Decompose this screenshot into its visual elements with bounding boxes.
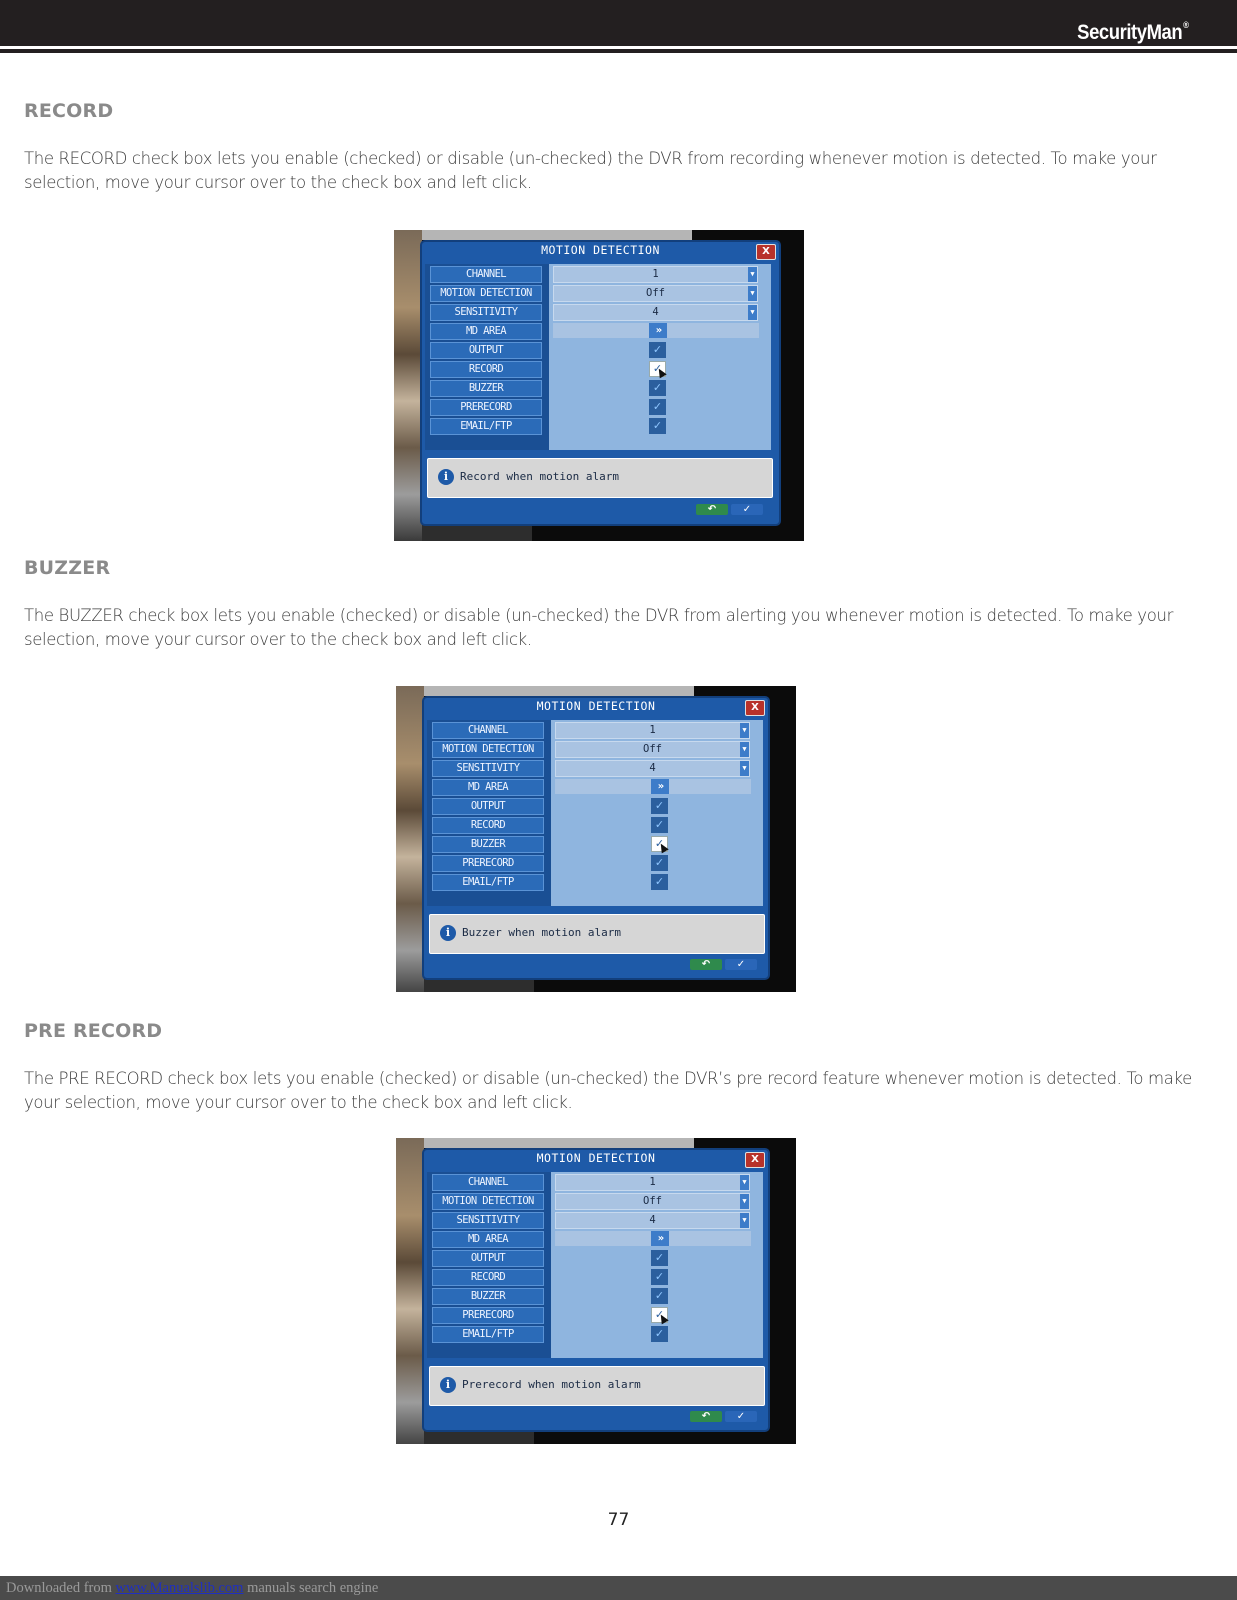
channel-select[interactable] <box>553 266 758 283</box>
prerecord-checkbox[interactable]: ✓ <box>651 1307 668 1323</box>
channel-value: 1 <box>652 268 659 280</box>
chevron-down-icon[interactable]: ▼ <box>740 1175 749 1190</box>
label-email-ftp: EMAIL/FTP <box>432 874 544 891</box>
chevron-down-icon[interactable]: ▼ <box>748 286 757 301</box>
footer-prefix: Downloaded from <box>6 1580 112 1596</box>
section-heading-buzzer: BUZZER <box>24 557 111 579</box>
motion-detection-dialog <box>420 240 781 526</box>
channel-value: 1 <box>649 1176 656 1188</box>
buzzer-checkbox[interactable]: ✓ <box>651 836 668 852</box>
md-area-row <box>553 323 759 338</box>
info-bar <box>427 458 773 498</box>
section-body-record: The RECORD check box lets you enable (checked) or disable (un-checked) the DVR from recording whenever motion is detected. To make your selection, move your cursor over to the check box and left click. <box>24 149 1157 192</box>
label-buzzer: BUZZER <box>432 836 544 853</box>
email-ftp-checkbox[interactable]: ✓ <box>651 874 668 890</box>
md-area-button[interactable]: » <box>651 779 669 794</box>
camera-feed <box>424 1138 694 1148</box>
registered-mark: ® <box>1183 20 1189 30</box>
email-ftp-checkbox[interactable]: ✓ <box>649 418 666 434</box>
output-checkbox[interactable]: ✓ <box>649 342 666 358</box>
close-icon[interactable]: X <box>756 244 776 260</box>
email-ftp-checkbox[interactable]: ✓ <box>651 1326 668 1342</box>
label-md-area: MD AREA <box>430 323 542 340</box>
chevron-down-icon[interactable]: ▼ <box>740 1194 749 1209</box>
return-icon[interactable]: ↶ <box>696 504 728 515</box>
info-bar <box>429 914 765 954</box>
label-prerecord: PRERECORD <box>432 855 544 872</box>
info-text: Record when motion alarm <box>460 470 619 483</box>
md-area-row <box>555 1231 751 1246</box>
footer-text <box>6 1580 378 1597</box>
camera-feed <box>396 1138 424 1444</box>
label-md-area: MD AREA <box>432 779 544 796</box>
header-rule <box>0 49 1237 53</box>
manualslib-link[interactable]: www.Manualslib.com <box>115 1580 244 1596</box>
checkmark-icon[interactable]: ✓ <box>725 959 757 970</box>
section-body-prerecord: The PRE RECORD check box lets you enable (checked) or disable (un-checked) the DVR’s pre record feature whenever motion is detected. To make your selection, move your cursor over to the check box and left click. <box>24 1069 1192 1112</box>
label-buzzer: BUZZER <box>432 1288 544 1305</box>
brand-logo <box>1078 20 1189 45</box>
chevron-down-icon[interactable]: ▼ <box>740 1213 749 1228</box>
record-checkbox[interactable]: ✓ <box>651 817 668 833</box>
label-channel: CHANNEL <box>432 1174 544 1191</box>
camera-feed <box>422 230 692 240</box>
section-heading-prerecord: PRE RECORD <box>24 1020 163 1042</box>
label-sensitivity: SENSITIVITY <box>432 1212 544 1229</box>
label-prerecord: PRERECORD <box>432 1307 544 1324</box>
dvr-screenshot-prerecord <box>396 1138 796 1444</box>
label-output: OUTPUT <box>432 1250 544 1267</box>
label-sensitivity: SENSITIVITY <box>432 760 544 777</box>
output-checkbox[interactable]: ✓ <box>651 798 668 814</box>
info-text: Buzzer when motion alarm <box>462 926 621 939</box>
checkmark-icon[interactable]: ✓ <box>731 504 763 515</box>
info-icon: i <box>438 469 454 485</box>
motion-detection-dialog <box>422 696 770 980</box>
close-icon[interactable]: X <box>745 1152 765 1168</box>
buzzer-checkbox[interactable]: ✓ <box>651 1288 668 1304</box>
label-output: OUTPUT <box>430 342 542 359</box>
page-number: 77 <box>607 1510 630 1530</box>
dvr-screenshot-buzzer <box>396 686 796 992</box>
sensitivity-value: 4 <box>649 762 656 774</box>
label-record: RECORD <box>432 817 544 834</box>
md-area-button[interactable]: » <box>649 323 667 338</box>
chevron-down-icon[interactable]: ▼ <box>740 742 749 757</box>
motion-detection-select[interactable] <box>553 285 758 302</box>
sensitivity-select[interactable] <box>555 760 750 777</box>
label-record: RECORD <box>430 361 542 378</box>
download-footer <box>0 1576 1237 1600</box>
label-prerecord: PRERECORD <box>430 399 542 416</box>
return-icon[interactable]: ↶ <box>690 959 722 970</box>
label-motion-detection: MOTION DETECTION <box>430 285 542 302</box>
info-icon: i <box>440 1377 456 1393</box>
chevron-down-icon[interactable]: ▼ <box>748 267 757 282</box>
return-icon[interactable]: ↶ <box>690 1411 722 1422</box>
section-heading-record: RECORD <box>24 100 114 122</box>
channel-select[interactable] <box>555 722 750 739</box>
prerecord-checkbox[interactable]: ✓ <box>649 399 666 415</box>
camera-feed <box>396 686 424 992</box>
label-motion-detection: MOTION DETECTION <box>432 1193 544 1210</box>
section-body-buzzer: The BUZZER check box lets you enable (checked) or disable (un-checked) the DVR from alerting you whenever motion is detected. To make your selection, move your cursor over to the check box and left click. <box>24 606 1174 649</box>
motion-detection-dialog <box>422 1148 770 1432</box>
label-email-ftp: EMAIL/FTP <box>432 1326 544 1343</box>
chevron-down-icon[interactable]: ▼ <box>748 305 757 320</box>
md-area-button[interactable]: » <box>651 1231 669 1246</box>
chevron-down-icon[interactable]: ▼ <box>740 723 749 738</box>
info-bar <box>429 1366 765 1406</box>
channel-value: 1 <box>649 724 656 736</box>
label-record: RECORD <box>432 1269 544 1286</box>
dialog-title: MOTION DETECTION <box>536 699 656 713</box>
sensitivity-value: 4 <box>649 1214 656 1226</box>
sensitivity-select[interactable] <box>555 1212 750 1229</box>
prerecord-checkbox[interactable]: ✓ <box>651 855 668 871</box>
dialog-title: MOTION DETECTION <box>541 243 660 257</box>
record-checkbox[interactable]: ✓ <box>651 1269 668 1285</box>
info-icon: i <box>440 925 456 941</box>
footer-suffix: manuals search engine <box>243 1580 379 1596</box>
label-email-ftp: EMAIL/FTP <box>430 418 542 435</box>
motion-detection-select[interactable] <box>555 1193 750 1210</box>
dialog-title: MOTION DETECTION <box>536 1151 656 1165</box>
sensitivity-select[interactable] <box>553 304 758 321</box>
label-motion-detection: MOTION DETECTION <box>432 741 544 758</box>
camera-feed <box>424 686 694 696</box>
motion-detection-value: Off <box>646 287 665 299</box>
channel-select[interactable] <box>555 1174 750 1191</box>
camera-feed <box>394 230 422 541</box>
checkmark-icon[interactable]: ✓ <box>725 1411 757 1422</box>
output-checkbox[interactable]: ✓ <box>651 1250 668 1266</box>
label-md-area: MD AREA <box>432 1231 544 1248</box>
label-channel: CHANNEL <box>430 266 542 283</box>
motion-detection-value: Off <box>643 1195 662 1207</box>
brand-name: SecurityMan <box>1077 21 1183 44</box>
label-channel: CHANNEL <box>432 722 544 739</box>
chevron-down-icon[interactable]: ▼ <box>740 761 749 776</box>
page-header <box>0 0 1237 46</box>
sensitivity-value: 4 <box>652 306 659 318</box>
label-sensitivity: SENSITIVITY <box>430 304 542 321</box>
info-text: Prerecord when motion alarm <box>462 1378 641 1391</box>
record-checkbox[interactable]: ✓ <box>649 361 666 377</box>
label-output: OUTPUT <box>432 798 544 815</box>
md-area-row <box>555 779 751 794</box>
dvr-screenshot-record <box>394 230 804 541</box>
label-buzzer: BUZZER <box>430 380 542 397</box>
close-icon[interactable]: X <box>745 700 765 716</box>
motion-detection-select[interactable] <box>555 741 750 758</box>
motion-detection-value: Off <box>643 743 662 755</box>
buzzer-checkbox[interactable]: ✓ <box>649 380 666 396</box>
